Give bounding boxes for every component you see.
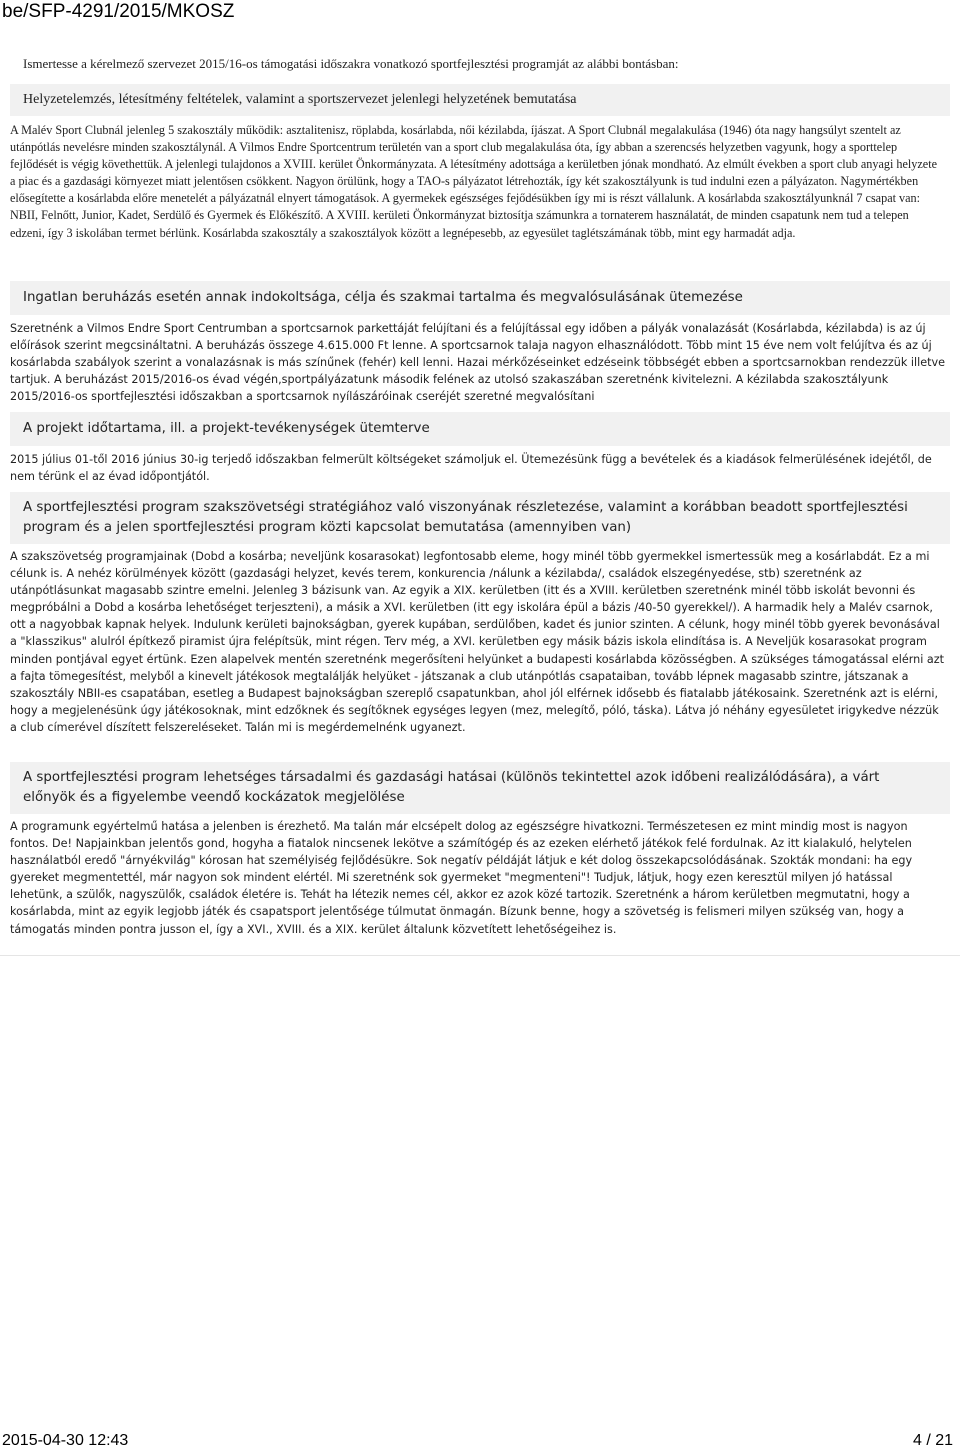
section-body-schedule: 2015 július 01-től 2016 június 30-ig terjedő időszakban felmerült költségeket számoljuk el. Ütemezésünk függ a bevételek és a kiadások felmerülésének idejétől, de nem térünk el az évad időpontjától.: [10, 453, 932, 484]
footer-timestamp: 2015-04-30 12:43: [2, 1432, 129, 1449]
section-heading-impact: A sportfejlesztési program lehetséges társadalmi és gazdasági hatásai (különös tekintettel azok időbeni realizálódására), a várt előnyök és a figyelembe veendő kockázatok megjelölése: [10, 762, 950, 814]
section-heading-investment: Ingatlan beruházás esetén annak indokoltsága, célja és szakmai tartalma és megvalósulásának ütemezése: [10, 281, 950, 315]
section-heading-situation: Helyzetelemzés, létesítmény feltételek, valamint a sportszervezet jelenlegi helyzetének bemutatása: [10, 84, 950, 116]
section-body-investment: Szeretnénk a Vilmos Endre Sport Centrumban a sportcsarnok parkettáját felújítani és a felújítással egy időben a pályák vonalazását (Kosárlabda, kézilabda) is az új előírások szerint megcsináltatni. A beruházás összege 4.615.000 Ft lenne. A sportcsarnok talaja nagyon elhasználódott. Több mint 15 éve nem volt felújítva és az új kosárlabda szabályok szerint a vonalazásnak is más színűnek (fehér) kell lenni. Hazai mérkőzéseinket edzéseink többségét ebben a sportcsarnokban rendezzük illetve tartjuk. A beruházást 2015/2016-os évad végén,sportpályázatunk második felének az utolsó szakaszában szeretnénk kivitelezni. A kézilabda szakosztályunk 2015/2016-os sportfejlesztési időszakban a sportcsarnok nyílászáróinak cseréjét szeretné megvalósítani: [10, 322, 946, 404]
footer-page-number: 4 / 21: [912, 1432, 953, 1449]
section-body-situation: A Malév Sport Clubnál jelenleg 5 szakosztály működik: asztalitenisz, röplabda, kosárlabda, női kézilabda, íjászat. A Sport Clubnál megalakulása (1946) óta nagy hangsúlyt szentelt az utánpótlás nevelésre minden szakosztálynál. A Vilmos Endre Sportcentrum területén van a sport club megalakulása óta, így abban a szerencsés helyzetben vagyunk, hogy a sporttelep fejlődését is végig követhettük. A jelenlegi tulajdonos a XVIII. kerület Önkormányzata. A létesítmény adottsága a kerületben jónak mondható. Az elmúlt években a sport club anyagi helyzete a piac és a gazdasági környezet miatt jelentősen csökkent. Nagyon örülünk, hogy a TAO-s pályázatot létrehozták, így két szakosztályunk is tud indulni ezen a pályázaton. Nagymértékben elősegítette a kosárlabda előre menetelét a pályázatnál elnyert támogatások. A gyermekek egészséges fejődésükben így mi is részt vállalunk. A kosárlabda szakosztályunknál 7 csapat van: NBII, Felnőtt, Junior, Kadet, Serdülő és Gyermek és Előkészítő. A XVIII. kerületi Önkormányzat biztosítja számunkra a tornaterem használatát, de minden csapatunk nem tud a telepen edzeni, így 3 iskolában termet bérlünk. Kosárlabda szakosztály a szakosztályok között a legnépesebb, az egyesület taglétszámának több, mint egy harmadát adja.: [10, 123, 937, 240]
intro-text: Ismertesse a kérelmező szervezet 2015/16-os támogatási időszakra vonatkozó sportfejlesztési programját az alábbi bontásban:: [23, 56, 679, 71]
section-body-strategy: A szakszövetség programjainak (Dobd a kosárba; neveljünk kosarasokat) legfontosabb eleme, hogy minél több gyermekkel ismertessük meg a kosárlabdát. Ez a mi célunk is. A nehéz körülmények között (gazdasági helyzet, kevés terem, konkurencia /nálunk a kézilabda/, családok elszegényedése, stb) szeretnénk az utánpótlásunkat magasabb szintre emelni. Jelenleg 3 bázisunk van. Az egyik a XIX. kerületben (itt és a XVIII. kerületben szeretnénk minél több iskolát bevonni és megpróbálni a Dobd a kosárba lehetőséget terjeszteni), a másik a XVI. kerületben (itt egy iskolára épül a bázis /40-50 gyerekkel/). A harmadik hely a Malév csarnok, ott a nagyobbak kapnak helyek. Indulunk kerületi bajnokságban, gyerek kupában, serdülőben, kadet és junior szinten. A célunk, hogy minél több gyerek bevonásával a "klasszikus" alulról építkező piramist újra felépítsük, mint régen. Terv még, a XVI. kerületben egy másik bázis iskola elindítása is. A Neveljük kosarasokat program minden pontjával egyet értünk. Ezen alapelvek mentén szeretnénk megerősíteni helyünket a budapesti kosárlabda közösségben. A szükséges támogatással elérni azt a fajta tömegesítést, melyből a kinevelt játékosok megtalálják helyüket - játszanak a club utánpótlás csapataiban, tovább lépnek magasabb szintre, játszanak a szakosztály NBII-es csapatában, esetleg a Budapest bajnokságban szereplő csapatunkban, ahol jól elférnek idősebb és fiatalabb játékosaink. Szeretnénk azt is elérni, hogy a megjelenésünk úgy játékosoknak, mint edzőknek és segítőknek egységes legyen (mez, melegítő, póló, táska). Látva jó néhány egyesületet irigykedve nézzük a club címerével díszített felszereléseket. Talán mi is megérdemelnénk ugyanezt.: [10, 550, 945, 734]
document-id: be/SFP-4291/2015/MKOSZ: [2, 1, 235, 22]
section-heading-strategy: A sportfejlesztési program szakszövetségi stratégiához való viszonyának részletezése, valamint a korábban beadott sportfejlesztési program és a jelen sportfejlesztési program közti kapcsolat bemutatása (amennyiben van): [10, 492, 950, 544]
section-body-impact: A programunk egyértelmű hatása a jelenben is érezhető. Ma talán már elcsépelt dolog az egészségre hivatkozni. Természetesen ez mint mindig most is nagyon fontos. De! Napjainkban jelentős gond, hogyha a fiatalok nincsenek lekötve a számítógép és az ezeken elérhető játékok felé fordulnak. Az itt kialakuló, helytelen használatból eredő "árnyékvilág" kórosan hat személyiség fejlődésükre. Sok negatív példáját látjuk e két dolog összekapcsolódásának. Szokták mondani: ha egy gyereket megmentettél, már nagyon sok mindent elértél. Mi szeretnénk sok gyermeket "megmenteni"! Tudjuk, látjuk, hogy ezen keresztül milyen jó hatással lehetünk, a szülők, nagyszülők, családok életére is. Tehát ha létezik nemes cél, akkor ez azok közé tartozik. Szeretnénk a három kerületben megmutatni, hogy a kosárlabda, mint az egyik legjobb játék és csapatsport jelentősége túlmutat önmagán. Bízunk benne, hogy a szövetség is felismeri milyen szükség van, hogy a támogatás minden pontra jusson el, így a XVI., XVIII. és a XIX. kerület általunk közvetített lehetőségeihez is.: [10, 820, 913, 936]
section-heading-schedule: A projekt időtartama, ill. a projekt-tevékenységek ütemterve: [10, 412, 950, 446]
